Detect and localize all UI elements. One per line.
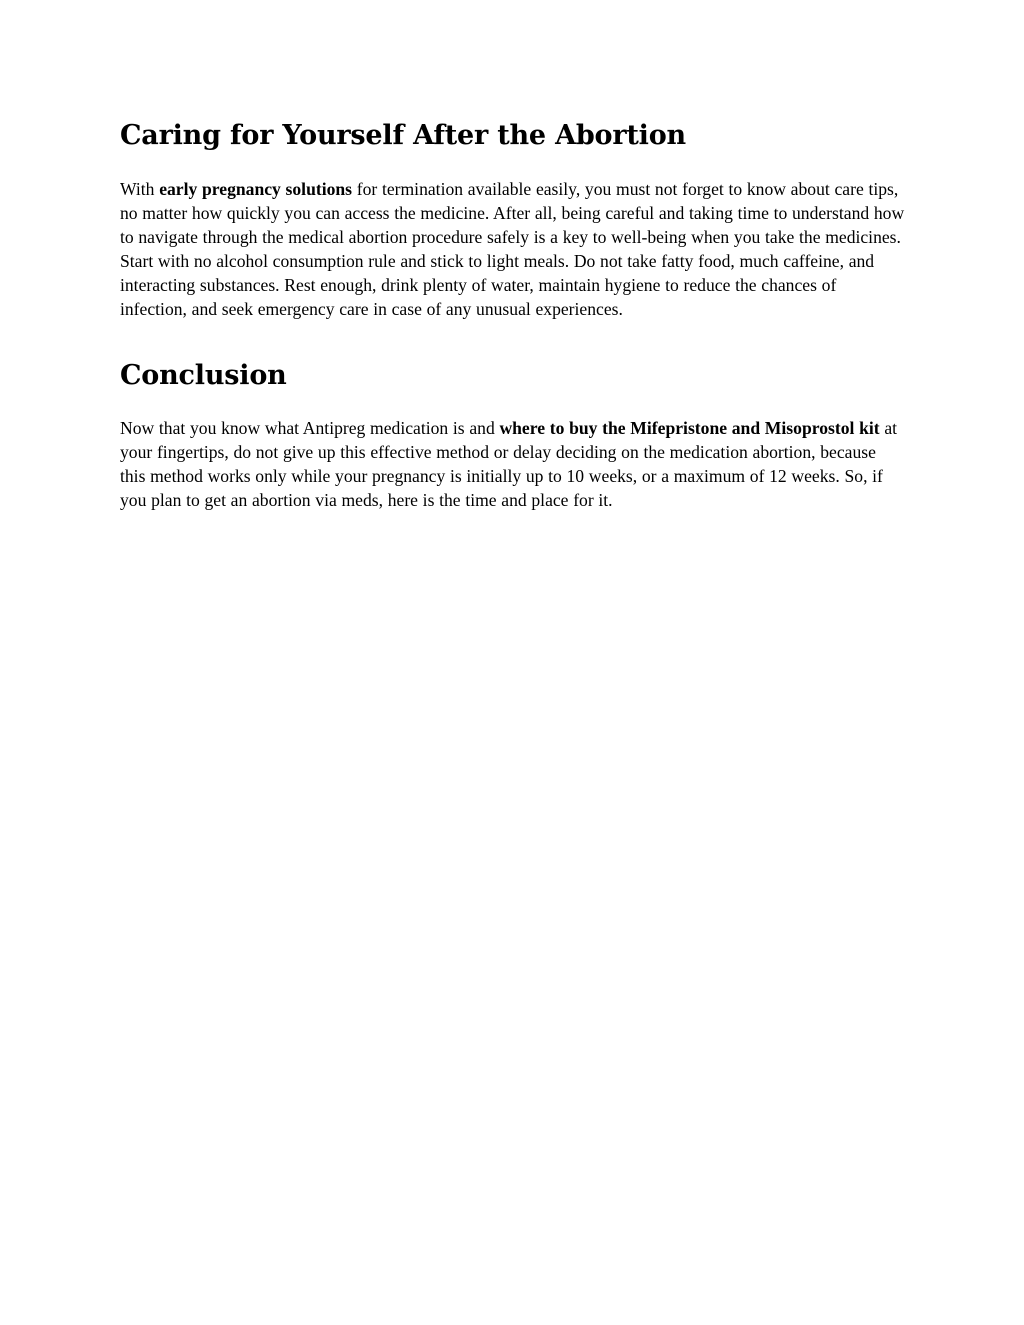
conclusion-paragraph xyxy=(120,416,906,512)
document-page xyxy=(120,112,906,512)
conclusion-text-suffix: at your fingertips, do not give up this effective method or delay deciding on the medication abortion, because this method works only while your pregnancy is initially up to 10 weeks, or a maximum of 12 weeks. So, if you plan to get an abortion via meds, here is the time and place for it. xyxy=(120,418,898,510)
aftercare-paragraph xyxy=(120,177,906,321)
aftercare-text-prefix: With xyxy=(120,179,160,199)
conclusion-text-prefix: Now that you know what Antipreg medication is and xyxy=(120,418,500,438)
section-heading-conclusion: Conclusion xyxy=(120,360,287,391)
aftercare-bold-phrase: early pregnancy solutions xyxy=(159,179,353,199)
section-heading-aftercare: Caring for Yourself After the Abortion xyxy=(120,120,686,151)
conclusion-bold-phrase: where to buy the Mifepristone and Misoprostol kit xyxy=(499,418,880,438)
aftercare-text-suffix: for termination available easily, you must not forget to know about care tips, no matter how quickly you can access the medicine. After all, being careful and taking time to understand how to navigate through the medical abortion procedure safely is a key to well-being when you take the medicines. Start with no alcohol consumption rule and stick to light meals. Do not take fatty food, much caffeine, and interacting substances. Rest enough, drink plenty of water, maintain hygiene to reduce the chances of infection, and seek emergency care in case of any unusual experiences. xyxy=(120,179,905,319)
